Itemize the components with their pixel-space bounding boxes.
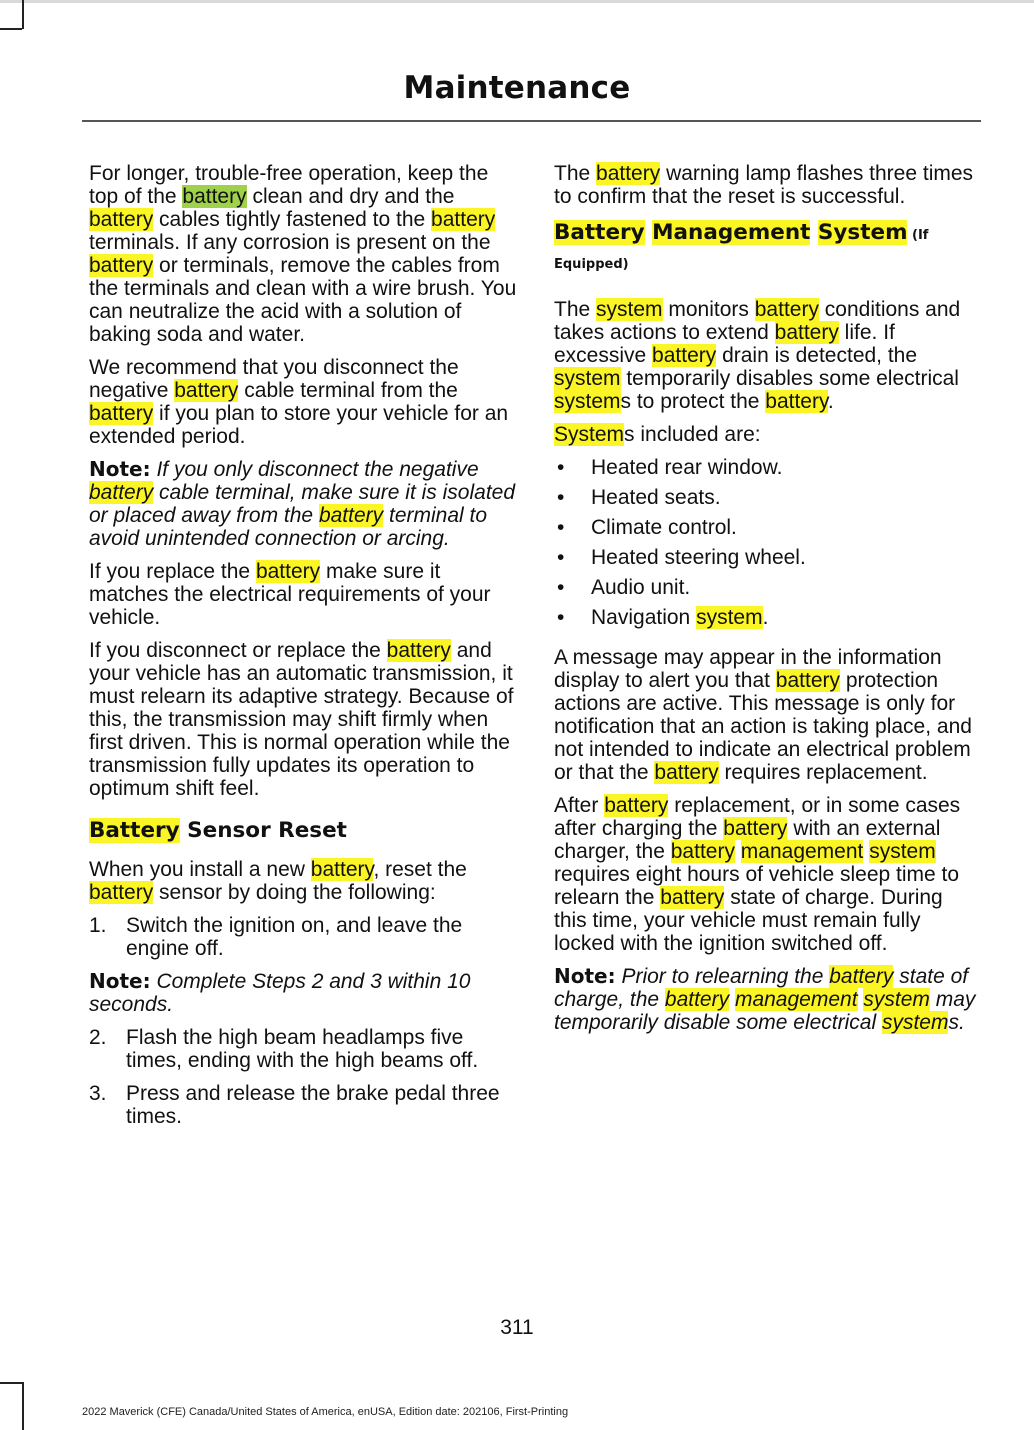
list-item-text bbox=[591, 516, 737, 539]
step-text: Press and release the brake pedal three times. bbox=[126, 1082, 500, 1128]
bullet-marker: • bbox=[557, 456, 565, 479]
crop-mark-top-vertical bbox=[22, 0, 24, 29]
bullet-marker: • bbox=[557, 576, 565, 599]
text-run bbox=[810, 220, 818, 245]
highlighted-term: battery bbox=[386, 639, 451, 662]
text-run: cables tightly fastened to the bbox=[153, 208, 432, 231]
highlighted-term: battery bbox=[774, 321, 839, 344]
paragraph-warning-lamp bbox=[554, 162, 979, 208]
text-run: Sensor Reset bbox=[179, 818, 347, 843]
highlighted-term: Battery bbox=[89, 818, 180, 843]
list-item bbox=[554, 516, 979, 546]
list-item-text bbox=[591, 546, 806, 569]
crop-mark-bottom-vertical bbox=[22, 1382, 24, 1430]
highlighted-term: system bbox=[869, 840, 936, 863]
list-item-text bbox=[591, 606, 768, 629]
step-text: Switch the ignition on, and leave the engine off. bbox=[126, 914, 463, 960]
text-run: The bbox=[554, 162, 597, 185]
step-number: 1. bbox=[89, 914, 107, 937]
highlighted-term: battery bbox=[89, 254, 154, 277]
highlighted-term: system bbox=[596, 298, 663, 321]
section-heading-sensor-reset bbox=[89, 818, 517, 844]
highlighted-term: Management bbox=[652, 220, 811, 245]
highlighted-term: battery bbox=[652, 344, 717, 367]
text-run: sensor by doing the following: bbox=[153, 881, 436, 904]
text-run: temporarily disables some electrical bbox=[620, 367, 959, 390]
text-run: protection actions are active. This message is only for notification that an action is taking place, and not intended to indicate an electrical problem or that the bbox=[554, 669, 972, 784]
text-run: , reset the bbox=[373, 858, 467, 881]
text-run: requires eight hours of vehicle sleep time to relearn the bbox=[554, 863, 960, 909]
text-run: A message may appear in the information display to alert you that bbox=[554, 646, 942, 692]
text-run: s to protect the bbox=[620, 390, 766, 413]
paragraph-sensor-reset bbox=[89, 858, 517, 904]
highlighted-term: battery bbox=[670, 840, 735, 863]
footer-edition: 2022 Maverick (CFE) Canada/United States of America, enUSA, Edition date: 202106, First-Printing bbox=[82, 1406, 569, 1418]
text-run: Heated rear window. bbox=[591, 456, 783, 479]
step-number: 2. bbox=[89, 1026, 107, 1049]
text-run: terminal to avoid unintended connection or arcing. bbox=[89, 504, 488, 550]
highlighted-term: battery bbox=[255, 560, 321, 583]
highlighted-term: System bbox=[554, 423, 625, 446]
highlighted-term: system bbox=[554, 390, 621, 413]
paragraph-replace bbox=[89, 560, 517, 629]
highlighted-term: battery bbox=[89, 481, 154, 504]
text-run: We recommend that you disconnect the negative bbox=[89, 356, 459, 402]
step-text: Flash the high beam headlamps five times, ending with the high beams off. bbox=[126, 1026, 479, 1072]
section-heading-bms bbox=[554, 220, 979, 278]
right-column bbox=[554, 162, 979, 1044]
header-divider bbox=[82, 120, 981, 122]
list-item-text bbox=[591, 486, 721, 509]
paragraph-transmission bbox=[89, 639, 517, 800]
text-run: Heated steering wheel. bbox=[591, 546, 806, 569]
text-run: terminals. If any corrosion is present on the bbox=[89, 231, 491, 254]
highlighted-term: battery bbox=[754, 298, 819, 321]
text-run: The bbox=[554, 298, 597, 321]
text-run bbox=[735, 840, 741, 863]
text-run: Climate control. bbox=[591, 516, 737, 539]
highlighted-term: battery bbox=[318, 504, 384, 527]
paragraph-systems-included bbox=[554, 423, 979, 446]
text-run: life. If excessive bbox=[554, 321, 895, 367]
highlighted-term: battery bbox=[723, 817, 788, 840]
bullet-marker: • bbox=[557, 606, 565, 629]
highlighted-term: management bbox=[740, 840, 864, 863]
text-run: Navigation bbox=[591, 606, 697, 629]
list-item-text bbox=[591, 576, 690, 599]
text-run: drain is detected, the bbox=[716, 344, 918, 367]
highlighted-term: system bbox=[863, 988, 930, 1011]
page-title: Maintenance bbox=[403, 70, 631, 106]
text-run: replacement, or in some cases after charging the bbox=[554, 794, 961, 840]
paragraph-battery-care bbox=[89, 162, 517, 346]
left-column bbox=[89, 162, 517, 1138]
paragraph-storage bbox=[89, 356, 517, 448]
note-text bbox=[89, 458, 515, 550]
highlighted-term: System bbox=[817, 220, 908, 245]
text-run: make sure it matches the electrical requirements of your vehicle. bbox=[89, 560, 491, 629]
page-number: 311 bbox=[500, 1316, 534, 1339]
highlighted-term-current: battery bbox=[182, 185, 247, 208]
highlighted-term: battery bbox=[89, 402, 154, 425]
note-text: Complete Steps 2 and 3 within 10 seconds. bbox=[89, 970, 471, 1016]
text-run: s included are: bbox=[624, 423, 761, 446]
highlighted-term: battery bbox=[310, 858, 374, 881]
highlighted-term: battery bbox=[775, 669, 840, 692]
highlighted-term: battery bbox=[431, 208, 496, 231]
list-item-text bbox=[591, 456, 782, 479]
text-run: may temporarily disable some electrical bbox=[554, 988, 976, 1034]
text-run: conditions and takes actions to extend bbox=[554, 298, 961, 344]
step-number: 3. bbox=[89, 1082, 107, 1105]
note-text bbox=[554, 965, 975, 1034]
list-item-step-1 bbox=[89, 914, 517, 960]
text-run: Heated seats. bbox=[591, 486, 721, 509]
note-relearning bbox=[554, 965, 979, 1034]
note-label: Note: bbox=[89, 969, 151, 993]
highlighted-term: battery bbox=[664, 988, 730, 1011]
text-run: If you only disconnect the negative bbox=[150, 458, 479, 481]
text-run: If you replace the bbox=[89, 560, 256, 583]
highlighted-term: Battery bbox=[554, 220, 645, 245]
note-negative-terminal bbox=[89, 458, 517, 550]
text-run: cable terminal, make sure it is isolated or placed away from the bbox=[89, 481, 516, 527]
text-run: Prior to relearning the bbox=[615, 965, 830, 988]
highlighted-term: battery bbox=[654, 761, 719, 784]
highlighted-term: management bbox=[734, 988, 858, 1011]
highlighted-term: battery bbox=[596, 162, 661, 185]
text-run: cable terminal from the bbox=[238, 379, 458, 402]
heading-text bbox=[554, 220, 907, 245]
list-item-step-2 bbox=[89, 1026, 517, 1072]
text-run: After bbox=[554, 794, 605, 817]
highlighted-term: battery bbox=[174, 379, 239, 402]
paragraph-after-replacement bbox=[554, 794, 979, 955]
list-item bbox=[554, 576, 979, 606]
text-run: requires replacement. bbox=[718, 761, 928, 784]
heading-suffix: (If Equipped) bbox=[554, 228, 929, 272]
highlighted-term: battery bbox=[89, 208, 154, 231]
highlighted-term: battery bbox=[765, 390, 828, 413]
text-run: warning lamp flashes three times to confirm that the reset is successful. bbox=[554, 162, 974, 208]
text-run: state of charge. During this time, your vehicle must remain fully locked with the ignition switched off. bbox=[554, 886, 943, 955]
text-run: monitors bbox=[662, 298, 755, 321]
list-item bbox=[554, 456, 979, 486]
crop-mark-top bbox=[0, 28, 22, 30]
note-label: Note: bbox=[554, 964, 616, 988]
bullet-marker: • bbox=[557, 546, 565, 569]
note-steps bbox=[89, 970, 517, 1016]
list-item-step-3 bbox=[89, 1082, 517, 1128]
bullet-marker: • bbox=[557, 486, 565, 509]
paragraph-bms-monitor bbox=[554, 298, 979, 413]
bullet-marker: • bbox=[557, 516, 565, 539]
text-run: clean and dry and the bbox=[246, 185, 455, 208]
text-run: s. bbox=[948, 1011, 965, 1034]
highlighted-term: battery bbox=[660, 886, 725, 909]
text-run: Audio unit. bbox=[591, 576, 691, 599]
list-item bbox=[554, 606, 979, 636]
systems-bullet-list bbox=[554, 456, 979, 636]
list-item bbox=[554, 486, 979, 516]
highlighted-term: system bbox=[881, 1011, 949, 1034]
crop-mark-bottom bbox=[0, 1382, 22, 1384]
text-run: When you install a new bbox=[89, 858, 311, 881]
text-run: or terminals, remove the cables from the terminals and clean with a wire brush. You can neutralize the acid with a solution of baking soda and water. bbox=[89, 254, 517, 346]
note-label: Note: bbox=[89, 457, 151, 481]
text-run: If you disconnect or replace the bbox=[89, 639, 387, 662]
text-run: with an external charger, the bbox=[554, 817, 941, 863]
text-run: . bbox=[827, 390, 834, 413]
paragraph-message bbox=[554, 646, 979, 784]
list-item bbox=[554, 546, 979, 576]
top-border bbox=[0, 0, 1034, 3]
steps-list-1 bbox=[89, 914, 517, 960]
highlighted-term: system bbox=[696, 606, 763, 629]
text-run: and your vehicle has an automatic transmission, it must relearn its adaptive strategy. Because of this, the transmission may shift firmly when first driven. This is normal operation while the transmission fully updates its operation to optimum shift feel. bbox=[89, 639, 514, 800]
steps-list-2 bbox=[89, 1026, 517, 1128]
text-run: For longer, trouble-free operation, keep the top of the bbox=[89, 162, 489, 208]
text-run: if you plan to store your vehicle for an extended period. bbox=[89, 402, 509, 448]
text-run: . bbox=[762, 606, 769, 629]
highlighted-term: battery bbox=[829, 965, 894, 988]
highlighted-term: battery bbox=[604, 794, 669, 817]
highlighted-term: system bbox=[554, 367, 621, 390]
highlighted-term: battery bbox=[89, 881, 154, 904]
text-run: state of charge, the bbox=[554, 965, 969, 1011]
